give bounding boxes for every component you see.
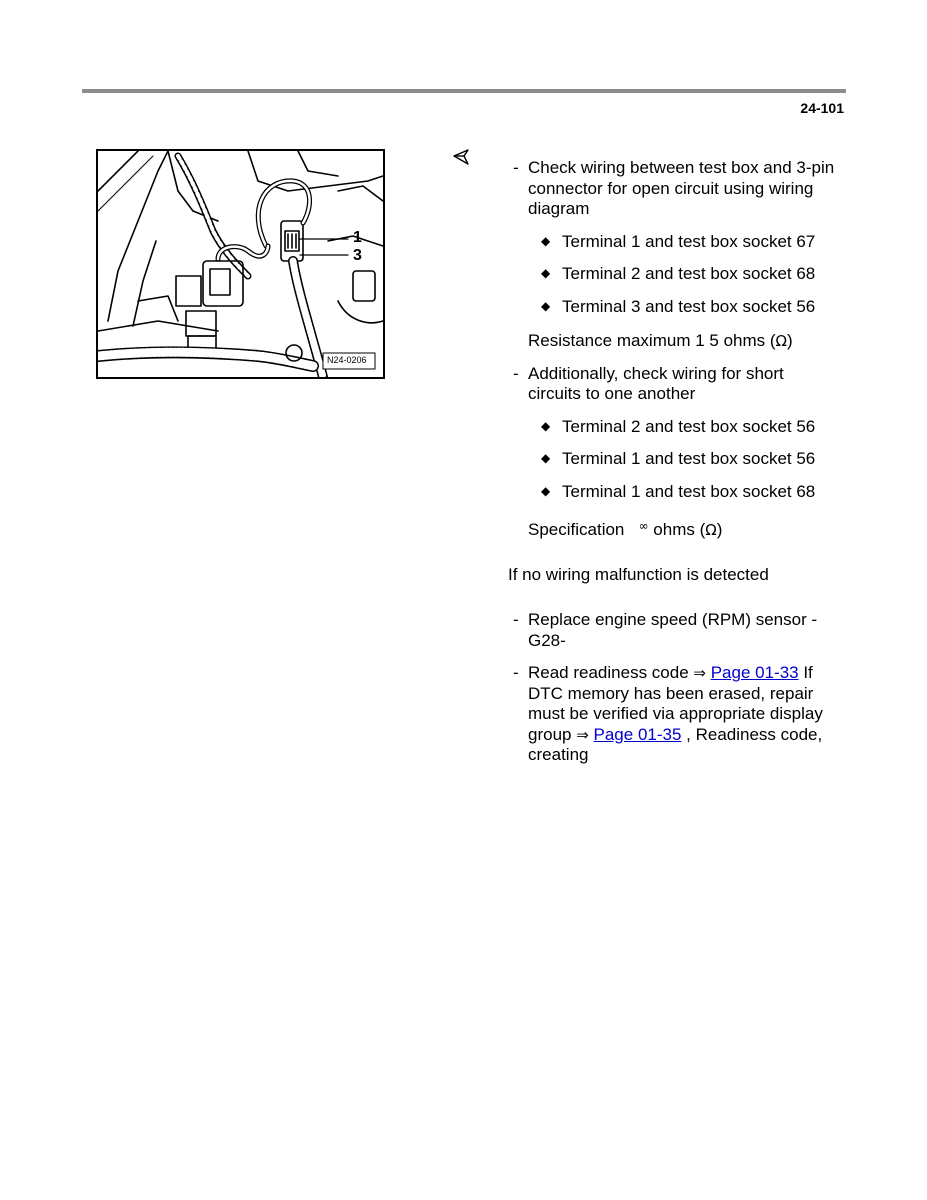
engine-illustration (98, 151, 383, 377)
step-check-wiring: - Check wiring between test box and 3-pin connector for open circuit using wiring diagram (508, 158, 838, 220)
callout-3: 3 (353, 247, 362, 264)
list-item: ◆ Terminal 3 and test box socket 56 (508, 297, 838, 318)
read-code-prefix: Read readiness code (528, 663, 694, 682)
page-01-33-link[interactable]: Page 01-33 (710, 663, 799, 682)
list-item: ◆ Terminal 2 and test box socket 68 (508, 264, 838, 285)
infinity-symbol: ∞ (638, 519, 649, 533)
arrow-pointer-icon (452, 148, 472, 168)
omega-symbol: Ω (705, 521, 717, 539)
page-number: 24-101 (800, 100, 844, 116)
list-item: ◆ Terminal 2 and test box socket 56 (508, 417, 838, 438)
engine-wiring-figure (96, 149, 385, 379)
spec-unit: ohms ( (648, 520, 706, 539)
arrow-symbol: ⇒ (576, 725, 589, 744)
list-item: ◆ Terminal 1 and test box socket 68 (508, 482, 838, 503)
specification (508, 516, 838, 541)
step-read-readiness (508, 663, 838, 766)
arrow-symbol: ⇒ (693, 664, 706, 682)
resistance-spec (508, 331, 838, 352)
page-01-35-link[interactable]: Page 01-35 (593, 724, 682, 744)
header-rule (82, 89, 846, 93)
step-check-short: - Additionally, check wiring for short circuits to one another (508, 364, 838, 405)
spec-label: Specification (528, 520, 625, 539)
callout-1: 1 (353, 229, 362, 246)
omega-symbol: Ω (775, 332, 787, 350)
close-paren: ) (716, 520, 723, 539)
close-paren: ) (787, 331, 793, 350)
step-replace-sensor: - Replace engine speed (RPM) sensor -G28- (508, 610, 838, 651)
mid-text: If DTC memory has been erased, repair must be verified via appropriate display group (528, 663, 823, 744)
resistance-label: Resistance maximum 1 5 ohms ( (528, 331, 776, 350)
tail-text: , Readiness code, creating (528, 724, 823, 764)
list-item: ◆ Terminal 1 and test box socket 56 (508, 449, 838, 470)
procedure-text (508, 158, 838, 766)
list-item: ◆ Terminal 1 and test box socket 67 (508, 232, 838, 253)
no-malfunction-note: If no wiring malfunction is detected (508, 564, 769, 584)
figure-id-label: N24-0206 (327, 355, 367, 365)
